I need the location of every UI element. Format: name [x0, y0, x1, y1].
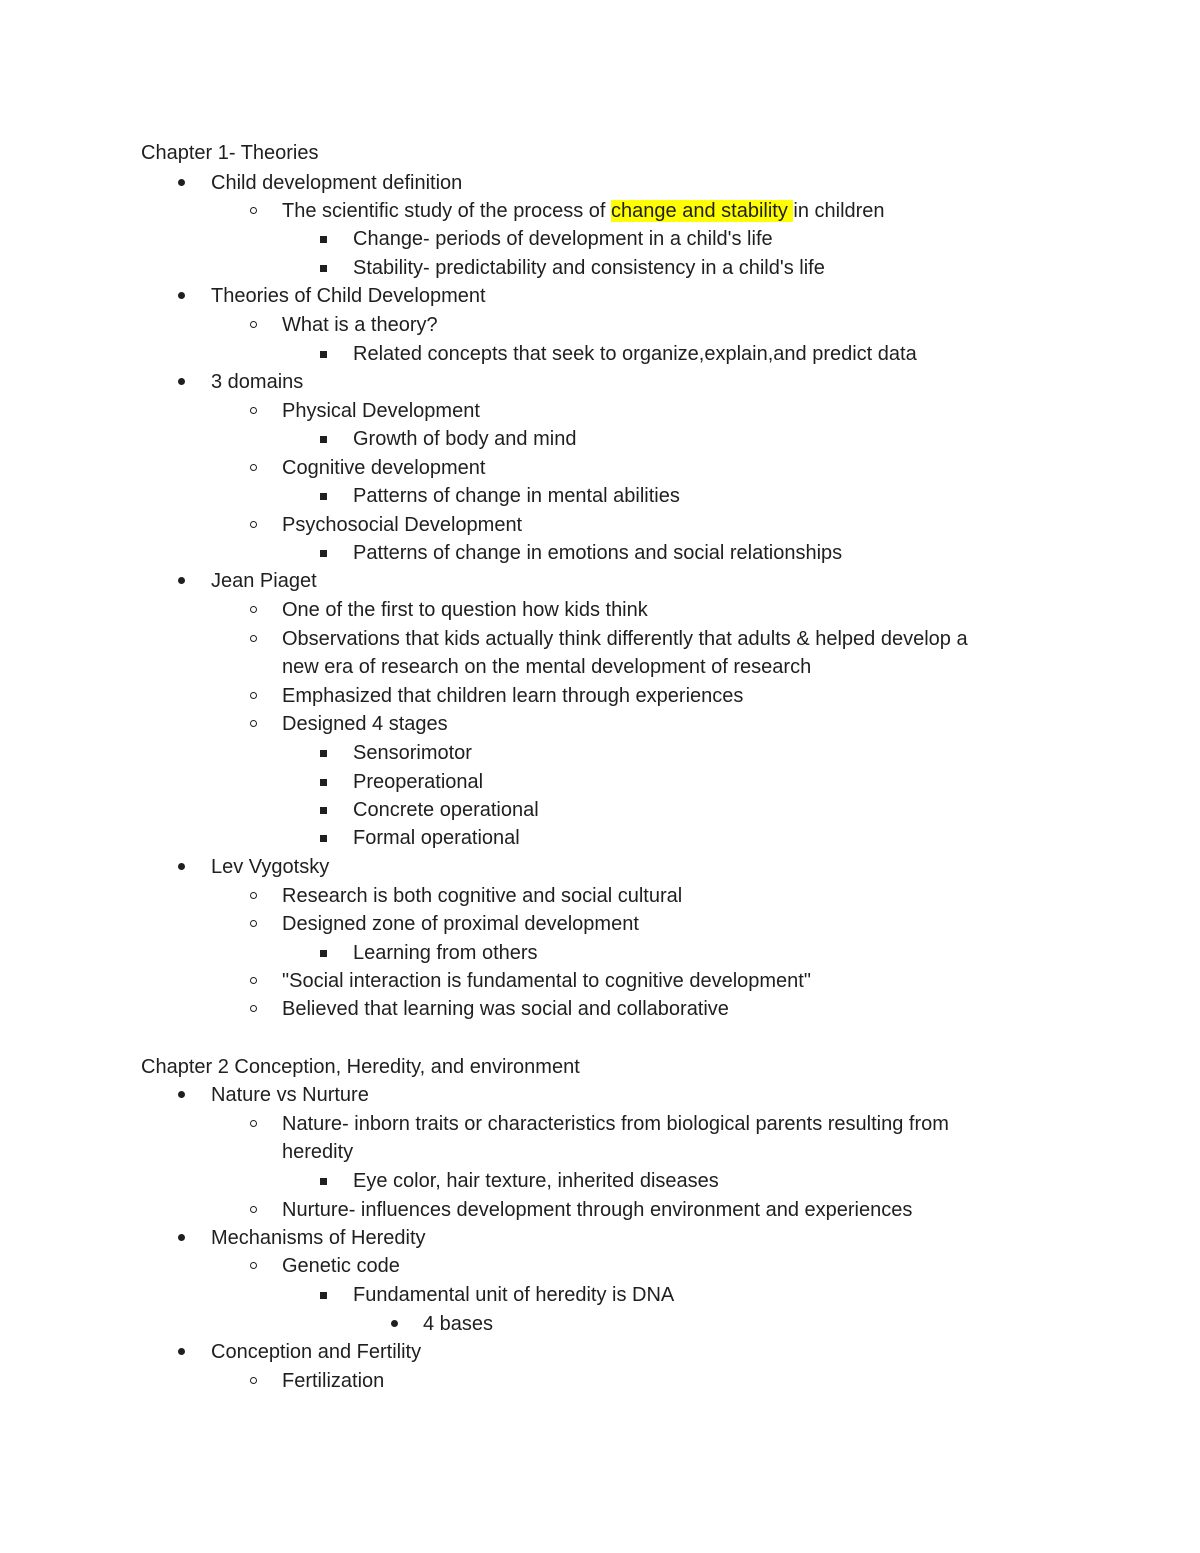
square-bullet-icon — [320, 950, 327, 957]
list-item-text: Sensorimotor — [353, 742, 472, 764]
list-item-text: Eye color, hair texture, inherited diseases — [353, 1170, 719, 1192]
circle-bullet-icon — [250, 521, 257, 528]
list-item-text: The scientific study of the process of change and stability in children — [282, 200, 885, 222]
highlighted-text: change and stability — [611, 200, 794, 222]
list-item-text: heredity — [282, 1141, 354, 1163]
square-bullet-icon — [320, 750, 327, 757]
square-bullet-icon — [320, 807, 327, 814]
bullet-icon — [178, 1348, 185, 1355]
list-item-text: Growth of body and mind — [353, 428, 577, 450]
square-bullet-icon — [320, 265, 327, 272]
square-bullet-icon — [320, 1292, 327, 1299]
list-item-text: 3 domains — [211, 371, 304, 393]
list-item-text: Emphasized that children learn through experiences — [282, 685, 744, 707]
list-item-text: Observations that kids actually think differently that adults & helped develop a — [282, 628, 968, 650]
list-item-text: Preoperational — [353, 771, 484, 793]
list-item-text: Genetic code — [282, 1255, 400, 1277]
list-item-text: Fertilization — [282, 1370, 385, 1392]
list-item-text: Mechanisms of Heredity — [211, 1227, 426, 1249]
list-item-text: 4 bases — [423, 1313, 494, 1335]
list-item-text: Lev Vygotsky — [211, 856, 330, 878]
circle-bullet-icon — [250, 207, 257, 214]
circle-bullet-icon — [250, 1005, 257, 1012]
list-item-text: Change- periods of development in a child's life — [353, 228, 773, 250]
list-item-text: Physical Development — [282, 400, 480, 422]
list-item-text: Formal operational — [353, 827, 520, 849]
circle-bullet-icon — [250, 892, 257, 899]
circle-bullet-icon — [250, 1120, 257, 1127]
circle-bullet-icon — [250, 635, 257, 642]
list-item-text: Nurture- influences development through environment and experiences — [282, 1199, 913, 1221]
circle-bullet-icon — [250, 606, 257, 613]
list-item-text: Patterns of change in emotions and social relationships — [353, 542, 843, 564]
circle-bullet-icon — [250, 692, 257, 699]
bullet-icon — [178, 1234, 185, 1241]
bullet-icon — [178, 292, 185, 299]
list-item-text: Research is both cognitive and social cultural — [282, 885, 683, 907]
bullet-icon — [391, 1320, 398, 1327]
bullet-icon — [178, 1091, 185, 1098]
square-bullet-icon — [320, 436, 327, 443]
circle-bullet-icon — [250, 920, 257, 927]
square-bullet-icon — [320, 493, 327, 500]
circle-bullet-icon — [250, 1377, 257, 1384]
list-item-text: Conception and Fertility — [211, 1341, 422, 1363]
list-item-text: Designed zone of proximal development — [282, 913, 639, 935]
circle-bullet-icon — [250, 321, 257, 328]
square-bullet-icon — [320, 236, 327, 243]
circle-bullet-icon — [250, 1206, 257, 1213]
circle-bullet-icon — [250, 464, 257, 471]
list-item-text: Related concepts that seek to organize,explain,and predict data — [353, 343, 917, 365]
list-item-text: What is a theory? — [282, 314, 438, 336]
bullet-icon — [178, 863, 185, 870]
list-item-text: Theories of Child Development — [211, 285, 486, 307]
bullet-icon — [178, 179, 185, 186]
list-item-text: Patterns of change in mental abilities — [353, 485, 680, 507]
list-item-text: "Social interaction is fundamental to cognitive development" — [282, 970, 811, 992]
square-bullet-icon — [320, 1178, 327, 1185]
chapter-title: Chapter 1- Theories — [141, 142, 319, 164]
square-bullet-icon — [320, 835, 327, 842]
bullet-icon — [178, 378, 185, 385]
square-bullet-icon — [320, 550, 327, 557]
list-item-text: new era of research on the mental development of research — [282, 656, 812, 678]
circle-bullet-icon — [250, 407, 257, 414]
list-item-text: Stability- predictability and consistency in a child's life — [353, 257, 825, 279]
list-item-text: Designed 4 stages — [282, 713, 448, 735]
square-bullet-icon — [320, 351, 327, 358]
list-item-text: Fundamental unit of heredity is DNA — [353, 1284, 675, 1306]
bullet-icon — [178, 577, 185, 584]
list-item-text: Concrete operational — [353, 799, 539, 821]
circle-bullet-icon — [250, 1262, 257, 1269]
circle-bullet-icon — [250, 977, 257, 984]
list-item-text: Believed that learning was social and collaborative — [282, 998, 729, 1020]
list-item-text: Jean Piaget — [211, 570, 317, 592]
list-item-text: Child development definition — [211, 172, 463, 194]
list-item-text: Cognitive development — [282, 457, 486, 479]
list-item-text: Nature- inborn traits or characteristics from biological parents resulting from — [282, 1113, 949, 1135]
list-item-text: Nature vs Nurture — [211, 1084, 369, 1106]
list-item-text: Psychosocial Development — [282, 514, 523, 536]
list-item-text: Learning from others — [353, 942, 538, 964]
circle-bullet-icon — [250, 720, 257, 727]
square-bullet-icon — [320, 779, 327, 786]
list-item-text: One of the first to question how kids think — [282, 599, 648, 621]
chapter-title: Chapter 2 Conception, Heredity, and environment — [141, 1056, 580, 1078]
